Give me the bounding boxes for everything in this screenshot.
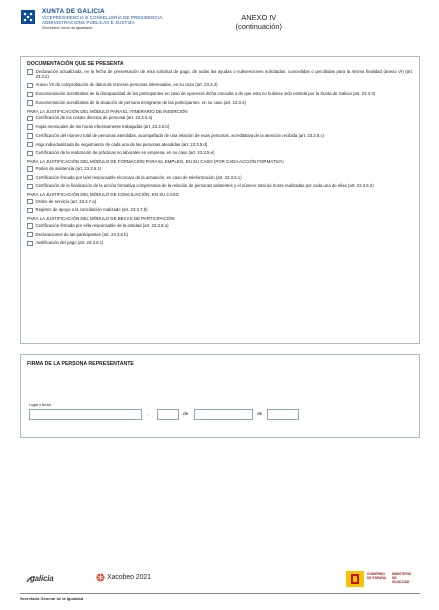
xunta-logo: [20, 8, 202, 31]
spain-coat-of-arms-icon: [346, 571, 364, 587]
doc-item: [27, 115, 413, 121]
doc-checkbox[interactable]: [27, 223, 33, 229]
month-input[interactable]: [194, 409, 253, 420]
doc-item-label: Registro de apoyo a la conciliación realizado (art. 23.3.7.b): [35, 207, 148, 213]
doc-checkbox[interactable]: [27, 232, 33, 238]
annex-subtitle: (continuación): [235, 21, 282, 31]
documentation-section: [20, 56, 420, 344]
doc-checkbox[interactable]: [27, 142, 33, 148]
group-title-conciliation: PARA LA JUSTIFICACIÓN DEL MÓDULO DE CONCILIACIÓN, EN SU CASO: [27, 192, 179, 198]
place-date-label: Lugar y fecha: [29, 403, 51, 407]
documentation-title: DOCUMENTACIÓN QUE SE PRESENTA: [27, 61, 124, 67]
gov-text-line-2: DE ESPAÑA: [367, 575, 386, 580]
doc-item-label: Certificación firmada por la/el responsable técnica/o de la actuación, en caso de teleformación (art. 23.3.6.1): [35, 174, 242, 180]
doc-checkbox[interactable]: [27, 92, 33, 98]
org-title: XUNTA DE GALICIA: [42, 8, 105, 15]
doc-item: [27, 199, 413, 205]
xunta-emblem-icon: [20, 9, 36, 25]
doc-item: [27, 240, 413, 246]
doc-item-label: Documentación acreditativa de la discapacidad de las participantes en caso de oponerse dicha consulta o de que esta no hubiese sido emitida por la Xunta de Galicia (art. 23.3.3): [35, 91, 376, 97]
doc-checkbox[interactable]: [27, 184, 33, 190]
doc-item: [27, 207, 413, 213]
doc-item: [27, 69, 413, 79]
doc-checkbox[interactable]: [27, 124, 33, 130]
org-subtitle-line-1: VICEPRESIDENCIA E CONSELLERÍA DE PRESIDENCIA,: [42, 15, 164, 20]
group-title-scholarships: PARA LA JUSTIFICACIÓN DEL MÓDULO DE BECAS DE PARTICIPACIÓN: [27, 216, 175, 222]
year-input[interactable]: [267, 409, 299, 420]
place-input[interactable]: [29, 409, 142, 420]
org-subtitle-line-2: ADMINISTRACIÓNS PÚBLICAS E XUSTIZA: [42, 20, 135, 25]
doc-item: [27, 183, 413, 189]
org-secretariat: Secretaría Xeral da Igualdade: [42, 26, 93, 30]
annex-title: ANEXO IV: [241, 13, 277, 22]
doc-item-label: Anexo VII de comprobación de datos de terceras personas interesadas, en su caso (art. 23.3.3): [35, 82, 218, 88]
page-header: [20, 8, 420, 56]
doc-item-label: Declaraciones de las participantes (art. 23.3.8.b): [35, 231, 128, 237]
doc-item-label: Certificación de los costes directos de personal (art. 23.3.5.a): [35, 115, 153, 121]
doc-checkbox[interactable]: [27, 100, 33, 106]
doc-item: [27, 232, 413, 238]
gov-text-line-1: GOBIERNO: [367, 572, 385, 576]
doc-checkbox[interactable]: [27, 116, 33, 122]
doc-item-label: Hoja individualizada de seguimiento de cada una de las personas atendidas (art. 23.3.5.d): [35, 141, 208, 147]
comma-separator: ,: [147, 412, 149, 417]
doc-item-label: Declaración actualizada, en la fecha de presentación de esta solicitud de pago, de todas las ayudas o subvenciones solicitadas, concedidas o percibidas para la misma finalidad (anexo VI) (art. 23.3.2): [35, 69, 413, 80]
doc-item-label: Justificación del pago (art. 23.3.8.c): [35, 240, 104, 246]
doc-checkbox[interactable]: [27, 208, 33, 214]
doc-item-label: Certificación del número total de personas atendidas, acompañada de una relación de esas personas, acreditativa de la atención recibida (art. 23.3.5.c): [35, 132, 325, 138]
group-title-training: PARA LA JUSTIFICACIÓN DEL MÓDULO DE FORMACIÓN PARA EL EMPLEO, EN SU CASO (POR CADA ACCIÓN FORMATIVA): [27, 159, 284, 165]
group-title-itinerary: PARA LA JUSTIFICACIÓN DEL MÓDULO PARA EL ITINERARIO DE INSERCIÓN: [27, 108, 188, 114]
day-input[interactable]: [157, 409, 179, 420]
page-footer: [20, 562, 420, 610]
de-separator-1: de: [183, 412, 189, 417]
doc-checkbox[interactable]: [27, 175, 33, 181]
ministry-text-line-1: MINISTERIO: [392, 572, 412, 576]
doc-item-label: Certificación de la finalización de la acción formativa comprensiva de la relación de personas asistentes y el número total de horas realizadas por cada una de ellas (art. 23.3.6.2): [35, 183, 374, 189]
doc-item: [27, 82, 413, 88]
footer-secretariat: Secretaría General de la Igualdad: [20, 596, 84, 601]
xacobeo-text: Xacobeo 2021: [107, 574, 151, 581]
doc-item-label: Hojas mensuales de las horas efectivamente trabajadas (art. 23.3.5.b): [35, 124, 170, 130]
doc-checkbox[interactable]: [27, 83, 33, 89]
doc-item: [27, 91, 413, 97]
doc-item-label: Orden de servicio (art. 23.3.7.a): [35, 198, 97, 204]
government-logo: [346, 571, 414, 587]
doc-checkbox[interactable]: [27, 166, 33, 172]
doc-item: [27, 223, 413, 229]
signature-title: FIRMA DE LA PERSONA REPRESENTANTE: [27, 361, 134, 367]
galicia-logo-text: galicia: [30, 574, 54, 583]
doc-item: [27, 142, 413, 148]
de-separator-2: de: [257, 412, 263, 417]
doc-checkbox[interactable]: [27, 241, 33, 247]
doc-item: [27, 166, 413, 172]
footer-divider: [20, 593, 420, 594]
doc-item-label: Partes de asistencia (art. 23.3.6.1): [35, 165, 102, 171]
doc-checkbox[interactable]: [27, 199, 33, 205]
annex-heading: [236, 14, 282, 32]
signature-section: [20, 354, 420, 438]
doc-item-label: Certificación de la realización de prácticas no laborales en empresa, en su caso (art. 23.3.5.e): [35, 150, 215, 156]
doc-item-label: Documentación acreditativa de la situación de persona inmigrante de las participantes, en su caso (art. 23.3.4): [35, 100, 246, 105]
doc-checkbox[interactable]: [27, 133, 33, 139]
doc-item: [27, 175, 413, 181]
doc-item: [27, 100, 413, 106]
ministry-text-line-2: DE IGUALDAD: [392, 575, 410, 584]
xacobeo-logo: [96, 573, 151, 582]
doc-item: [27, 133, 413, 139]
doc-checkbox[interactable]: [27, 151, 33, 157]
doc-checkbox[interactable]: [27, 69, 33, 75]
xacobeo-shell-icon: [96, 573, 105, 582]
doc-item-label: Certificación firmada por el/la responsable de la entidad (art. 23.3.8.a): [35, 222, 169, 228]
doc-item: [27, 124, 413, 130]
doc-item: [27, 150, 413, 156]
